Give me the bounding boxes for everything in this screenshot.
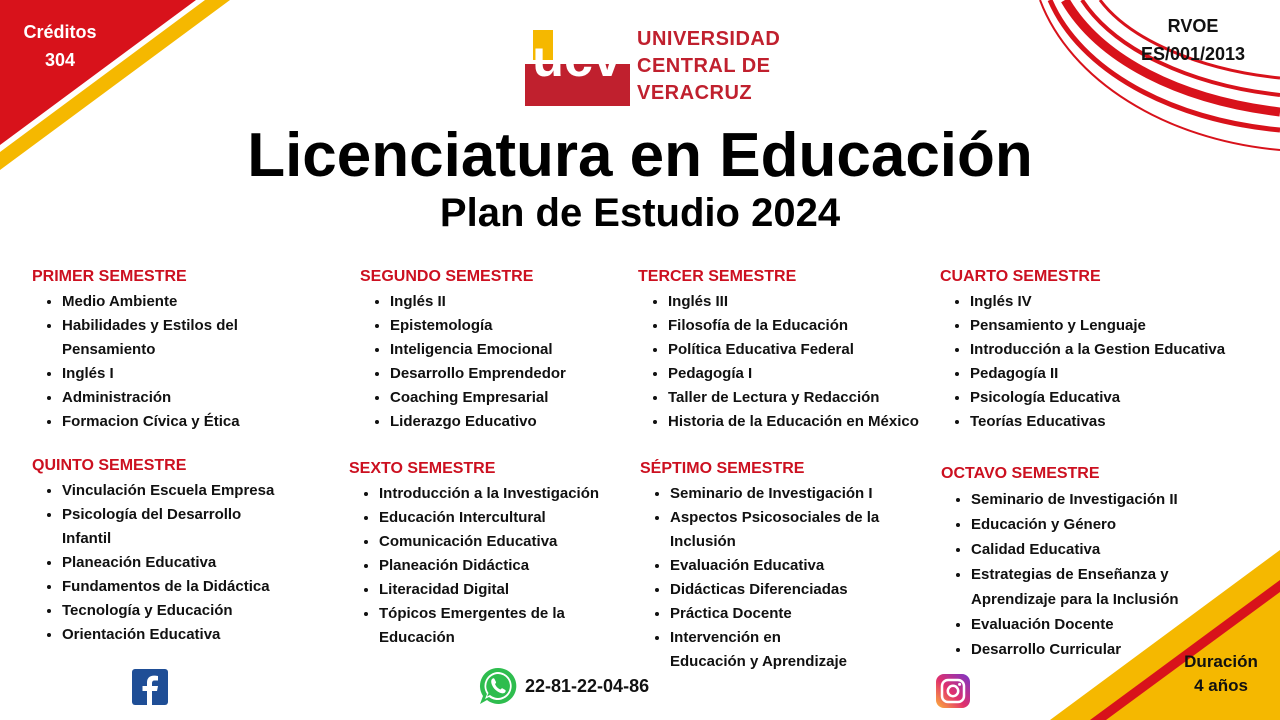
subject-item: • Planeación Didáctica [379, 554, 639, 578]
subject-item: • Desarrollo Curricular [971, 637, 1261, 662]
subject-item: • Epistemología [390, 314, 630, 338]
subject-item: • Psicología Educativa [970, 386, 1260, 410]
subject-item: • Desarrollo Emprendedor [390, 362, 630, 386]
subject-item: • Liderazgo Educativo [390, 410, 630, 434]
semester-title: SEGUNDO SEMESTRE [360, 268, 534, 285]
phone-number[interactable]: 22-81-22-04-86 [525, 676, 650, 696]
subject-item: • Coaching Empresarial [390, 386, 630, 410]
rvoe-label: RVOE [1167, 16, 1219, 36]
subject-item: • Seminario de Investigación I [670, 482, 940, 506]
subject-item: • Filosofía de la Educación [668, 314, 928, 338]
subject-item: • Estrategias de Enseñanza y Aprendizaje para la Inclusión [971, 562, 1231, 612]
semester-title: PRIMER SEMESTRE [32, 268, 187, 285]
subject-item: • Política Educativa Federal [668, 338, 928, 362]
logo-line-1: UNIVERSIDAD [637, 28, 781, 50]
subject-item: • Psicología del Desarrollo Infantil [62, 503, 282, 551]
subject-item: • Medio Ambiente [62, 290, 332, 314]
logo-line-2: CENTRAL DE [637, 55, 771, 77]
subject-item: • Literacidad Digital [379, 578, 639, 602]
semester-title: QUINTO SEMESTRE [32, 457, 187, 474]
subject-item: • Pedagogía II [970, 362, 1260, 386]
subject-item: • Evaluación Educativa [670, 554, 940, 578]
semester-title: CUARTO SEMESTRE [940, 268, 1101, 285]
rvoe-badge [1118, 12, 1268, 68]
semester-7 [640, 458, 940, 674]
semester-title: SÉPTIMO SEMESTRE [640, 460, 805, 477]
logo-wordmark [637, 26, 780, 107]
rvoe-value: ES/001/2013 [1140, 44, 1246, 64]
subject-item: • Habilidades y Estilos del Pensamiento [62, 314, 332, 362]
subject-item: • Tecnología y Educación [62, 599, 282, 623]
subject-item: • Administración [62, 386, 332, 410]
page-title: Licenciatura en Educación [247, 121, 1033, 190]
whatsapp-icon[interactable] [478, 666, 518, 706]
subject-item: • Comunicación Educativa [379, 530, 639, 554]
semester-title: SEXTO SEMESTRE [349, 460, 496, 477]
subject-item: • Pensamiento y Lenguaje [970, 314, 1260, 338]
subject-item: • Tópicos Emergentes de la Educación [379, 602, 639, 650]
semester-title: OCTAVO SEMESTRE [941, 465, 1100, 482]
duration-label: Duración [1184, 652, 1258, 671]
subject-item: • Fundamentos de la Didáctica [62, 575, 282, 599]
subject-item: • Introducción a la Gestion Educativa [970, 338, 1260, 362]
subject-item: • Didácticas Diferenciadas [670, 578, 940, 602]
page-subtitle: Plan de Estudio 2024 [439, 191, 841, 235]
instagram-icon[interactable] [936, 674, 970, 708]
subject-item: • Planeación Educativa [62, 551, 282, 575]
logo-line-3: VERACRUZ [637, 82, 753, 104]
subject-item: • Evaluación Docente [971, 612, 1261, 637]
semester-5 [32, 455, 282, 647]
credits-label: Créditos [23, 22, 97, 42]
subject-item: • Educación y Género [971, 512, 1261, 537]
semester-3 [638, 266, 928, 434]
subject-item: • Intervención en Educación y Aprendizaje [670, 626, 860, 674]
subject-item: • Vinculación Escuela Empresa [62, 479, 282, 503]
semester-2 [360, 266, 630, 434]
subject-item: • Inglés II [390, 290, 630, 314]
ucv-logo-mark [525, 26, 630, 106]
subject-item: • Seminario de Investigación II [971, 487, 1261, 512]
subject-item: • Historia de la Educación en México [668, 410, 928, 434]
semester-1 [32, 266, 332, 434]
credits-value: 304 [44, 50, 76, 70]
subject-item: • Calidad Educativa [971, 537, 1261, 562]
subject-item: • Aspectos Psicosociales de la Inclusión [670, 506, 940, 554]
duration-value: 4 años [1194, 676, 1248, 695]
subject-item: • Práctica Docente [670, 602, 940, 626]
subject-item: • Educación Intercultural [379, 506, 639, 530]
subject-item: • Taller de Lectura y Redacción [668, 386, 928, 410]
university-logo [525, 26, 785, 108]
subject-item: • Inteligencia Emocional [390, 338, 630, 362]
subject-item: • Pedagogía I [668, 362, 928, 386]
semester-title: TERCER SEMESTRE [638, 268, 797, 285]
logo-mark-text: ucv [532, 30, 622, 88]
credits-badge [8, 18, 112, 74]
semester-4 [940, 266, 1260, 434]
subject-item: • Introducción a la Investigación [379, 482, 639, 506]
semester-8 [941, 463, 1261, 662]
subject-item: • Formacion Cívica y Ética [62, 410, 332, 434]
subject-item: • Orientación Educativa [62, 623, 282, 647]
subject-item: • Inglés III [668, 290, 928, 314]
subject-item: • Inglés IV [970, 290, 1260, 314]
facebook-icon[interactable] [132, 669, 168, 705]
subject-item: • Teorías Educativas [970, 410, 1260, 434]
subject-item: • Inglés I [62, 362, 332, 386]
semester-6 [349, 458, 639, 650]
